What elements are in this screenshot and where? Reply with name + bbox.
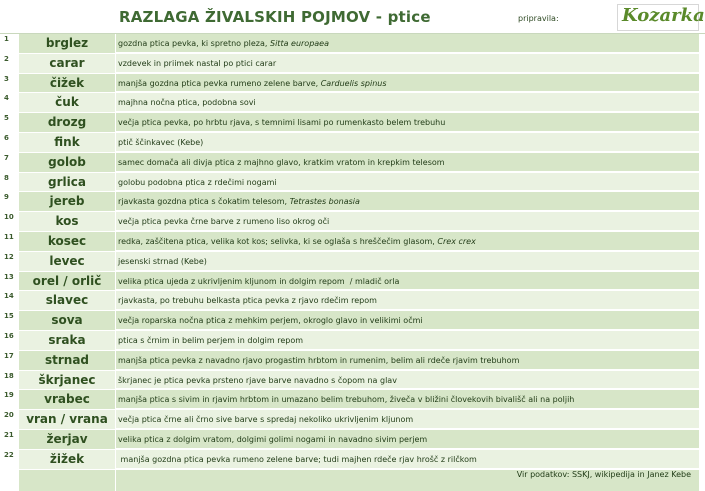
- definition-cell: [116, 351, 699, 370]
- definition-text: redka, zaščitena ptica, velika kot kos; selivka, ki se oglaša s hreščečim glasom,: [118, 236, 438, 246]
- term-cell: žižek: [19, 450, 115, 470]
- term-cell: carar: [19, 54, 115, 74]
- definition-cell: [116, 232, 699, 251]
- definition-cell: [116, 34, 699, 53]
- term-cell: orel / orlič: [19, 272, 115, 292]
- row-number: 11: [0, 232, 18, 252]
- row-number: 8: [0, 173, 18, 193]
- definition-text: manjša ptica s sivim in rjavim hrbtom in umazano belim trebuhom, živeča v bližini človekovih bivališč ali na poljih: [118, 395, 575, 405]
- definition-cell: [116, 291, 699, 310]
- row-number: 20: [0, 410, 18, 430]
- definition-text: majhna nočna ptica, podobna sovi: [118, 98, 256, 108]
- definition-text: ptič ščinkavec (Kebe): [118, 137, 204, 147]
- term-cell: čuk: [19, 93, 115, 113]
- term-cell: grlica: [19, 173, 115, 193]
- definition-text: samec domača ali divja ptica z majhno glavo, kratkim vratom in krepkim telesom: [118, 157, 445, 167]
- term-cell: brglez: [19, 34, 115, 54]
- page-title: RAZLAGA ŽIVALSKIH POJMOV - ptice: [119, 8, 431, 26]
- row-number: 21: [0, 430, 18, 450]
- source-row: [0, 470, 705, 491]
- term-cell: strnad: [19, 351, 115, 371]
- definition-cell: [116, 153, 699, 172]
- table-row: [0, 232, 705, 252]
- table-row: [0, 311, 705, 331]
- definition-cell: [116, 173, 699, 192]
- definition-cell: [116, 272, 699, 291]
- term-cell: levec: [19, 252, 115, 272]
- term-cell: jereb: [19, 192, 115, 212]
- table-row: [0, 291, 705, 311]
- table-row: [0, 430, 705, 450]
- table-row: [0, 390, 705, 410]
- term-cell: sraka: [19, 331, 115, 351]
- term-cell: žerjav: [19, 430, 115, 450]
- prepared-by-label: pripravila:: [518, 14, 559, 23]
- definition-cell: [116, 93, 699, 112]
- definition-cell: [116, 430, 699, 449]
- definition-cell: [116, 450, 699, 469]
- table-row: [0, 153, 705, 173]
- table-row: [0, 272, 705, 292]
- row-number: 5: [0, 113, 18, 133]
- term-cell: kosec: [19, 232, 115, 252]
- latin-name: Crex crex: [437, 236, 476, 246]
- definition-cell: [116, 331, 699, 350]
- definition-cell: [116, 113, 699, 132]
- definition-cell: [116, 212, 699, 231]
- table-row: [0, 212, 705, 232]
- table-row: [0, 331, 705, 351]
- latin-name: Sitta europaea: [270, 39, 329, 48]
- definition-text: ptica s črnim in belim perjem in dolgim repom: [118, 335, 304, 345]
- definition-cell: [116, 410, 699, 429]
- definition-text: večja ptica črne ali črno sive barve s spredaj nekoliko ukrivljenim kljunom: [118, 415, 414, 425]
- row-number: 14: [0, 291, 18, 311]
- definition-text: rjavkasta gozdna ptica s čokatim telesom,: [118, 197, 290, 207]
- source-note: Vir podatkov: SSKJ, wikipedija in Janez Kebe: [116, 470, 699, 491]
- row-number: 1: [0, 34, 18, 54]
- row-number: 3: [0, 74, 18, 94]
- definition-text: velika ptica z dolgim vratom, dolgimi golimi nogami in navadno sivim perjem: [118, 434, 428, 444]
- definition-cell: [116, 390, 699, 409]
- row-number: 22: [0, 450, 18, 470]
- table-row: [0, 410, 705, 430]
- row-number: 6: [0, 133, 18, 153]
- definition-cell: [116, 54, 699, 73]
- definition-cell: [116, 371, 699, 390]
- row-number: 9: [0, 192, 18, 212]
- term-cell: kos: [19, 212, 115, 232]
- definition-text: rjavkasta, po trebuhu belkasta ptica pevka z rjavo rdečim repom: [118, 296, 377, 306]
- definition-cell: [116, 74, 699, 93]
- definition-text: večja ptica pevka črne barve z rumeno liso okrog oči: [118, 217, 330, 227]
- table-row: [0, 133, 705, 153]
- table-row: [0, 113, 705, 133]
- table-row: [0, 173, 705, 193]
- table-row: [0, 74, 705, 94]
- logo-text: Kozarka: [622, 5, 705, 26]
- term-cell: fink: [19, 133, 115, 153]
- row-number: 18: [0, 371, 18, 391]
- term-cell: škrjanec: [19, 371, 115, 391]
- row-number: 12: [0, 252, 18, 272]
- row-number: 16: [0, 331, 18, 351]
- source-left-cell: [19, 470, 115, 491]
- definition-text: večja roparska nočna ptica z mehkim perjem, okroglo glavo in velikimi očmi: [118, 316, 423, 326]
- definition-text: velika ptica ujeda z ukrivljenim kljunom in dolgim repom / mladič orla: [118, 276, 400, 286]
- table-row: [0, 450, 705, 470]
- definition-cell: [116, 252, 699, 271]
- table-row: [0, 54, 705, 74]
- glossary-table: [0, 34, 705, 470]
- definition-cell: [116, 192, 699, 211]
- definition-text: škrjanec je ptica pevka prsteno rjave barve navadno s čopom na glav: [118, 375, 397, 385]
- row-number: 7: [0, 153, 18, 173]
- table-row: [0, 351, 705, 371]
- row-number: 2: [0, 54, 18, 74]
- definition-text: vzdevek in priimek nastal po ptici carar: [118, 58, 277, 68]
- row-number: 4: [0, 93, 18, 113]
- row-number: 17: [0, 351, 18, 371]
- definition-text: gozdna ptica pevka, ki spretno pleza,: [118, 39, 270, 48]
- definition-text: manjša gozdna ptica pevka rumeno zelene barve,: [118, 78, 321, 88]
- row-number: 13: [0, 272, 18, 292]
- table-row: [0, 93, 705, 113]
- term-cell: vran / vrana: [19, 410, 115, 430]
- latin-name: Tetrastes bonasia: [289, 197, 360, 207]
- definition-text: večja ptica pevka, po hrbtu rjava, s temnimi lisami po rumenkasto belem trebuhu: [118, 118, 446, 128]
- definition-text: manjša ptica pevka z navadno rjavo progastim hrbtom in rumenim, belim ali rdeče rjavim trebuhom: [118, 355, 520, 365]
- term-cell: slavec: [19, 291, 115, 311]
- definition-cell: [116, 311, 699, 330]
- kozarka-logo: [617, 4, 705, 31]
- definition-text: manjša gozdna ptica pevka rumeno zelene barve; tudi majhen rdeče rjav hrošč z rilčkom: [118, 454, 477, 464]
- definition-text: jesenski strnad (Kebe): [118, 256, 207, 266]
- table-row: [0, 252, 705, 272]
- term-cell: vrabec: [19, 390, 115, 410]
- term-cell: sova: [19, 311, 115, 331]
- row-number: 10: [0, 212, 18, 232]
- table-row: [0, 192, 705, 212]
- definition-text: golobu podobna ptica z rdečimi nogami: [118, 177, 277, 187]
- table-row: [0, 34, 705, 54]
- table-row: [0, 371, 705, 391]
- row-number: 15: [0, 311, 18, 331]
- definition-cell: [116, 133, 699, 152]
- term-cell: čižek: [19, 74, 115, 94]
- latin-name: Carduelis spinus: [320, 78, 387, 88]
- term-cell: golob: [19, 153, 115, 173]
- term-cell: drozg: [19, 113, 115, 133]
- row-number: 19: [0, 390, 18, 410]
- header: [0, 0, 705, 34]
